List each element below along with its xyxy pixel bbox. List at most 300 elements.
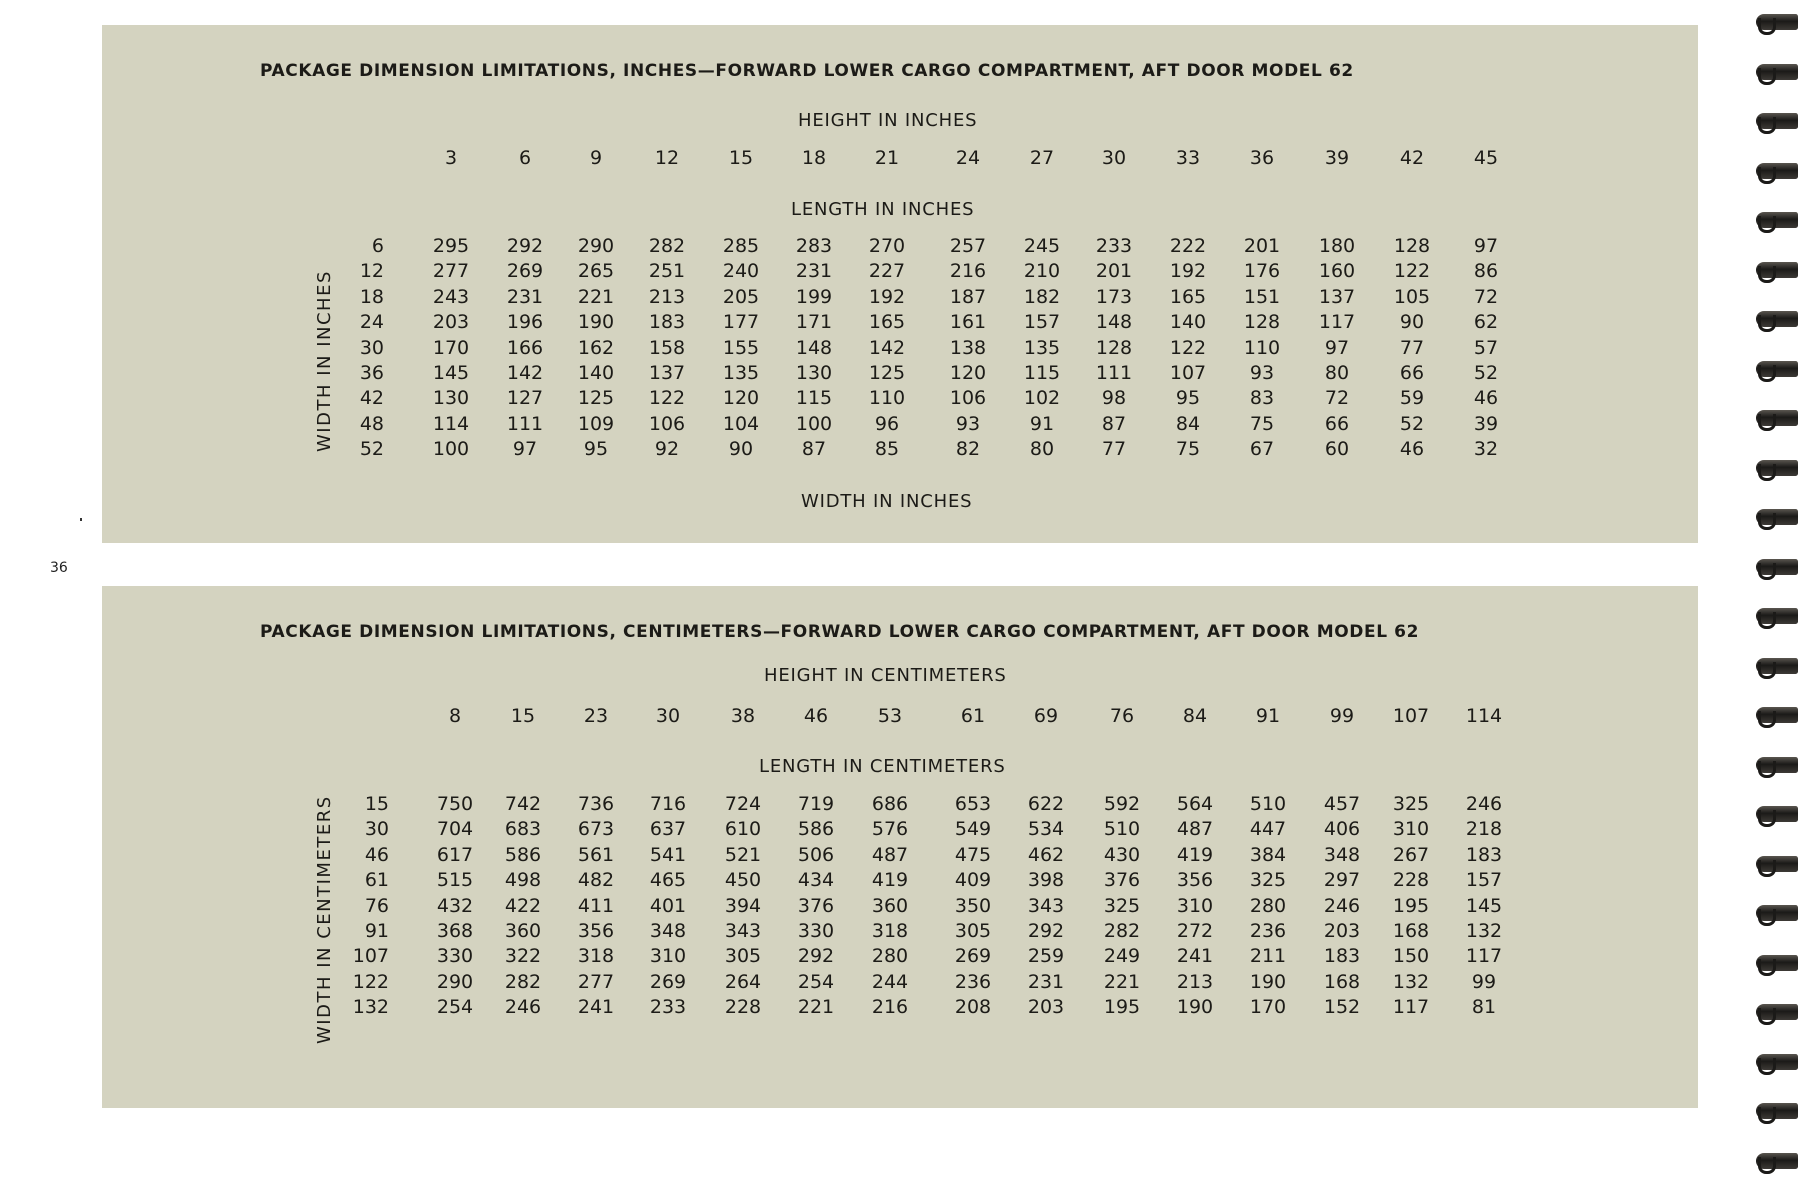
inches-width-row-label: 18	[359, 285, 384, 308]
inches-data-cell: 90	[728, 438, 754, 461]
inches-data-cell: 52	[1473, 362, 1499, 384]
inches-width-row-label: 24	[359, 311, 384, 334]
centimeters-data-cell: 152	[1323, 996, 1361, 1019]
inches-data-cell: 162	[577, 336, 615, 359]
centimeters-data-cell: 183	[1465, 843, 1503, 866]
inches-data-cell: 161	[949, 311, 987, 334]
centimeters-data-cell: 280	[871, 945, 909, 968]
binding-ring	[1756, 707, 1798, 723]
inches-data-cell: 216	[949, 260, 987, 283]
inches-data-cell: 125	[868, 362, 906, 384]
inches-data-cell: 127	[506, 387, 544, 410]
centimeters-data-cell: 384	[1249, 843, 1287, 866]
centimeters-data-cell: 297	[1323, 869, 1361, 892]
inches-data-cell: 87	[1101, 412, 1127, 435]
inches-data-cell: 120	[722, 387, 760, 410]
centimeters-data-cell: 617	[436, 843, 474, 866]
inches-data-cell: 122	[1169, 336, 1207, 359]
inches-data-cell: 75	[1175, 438, 1201, 461]
centimeters-data-cell: 564	[1176, 793, 1214, 815]
inches-height-header-cell: 33	[1175, 147, 1201, 169]
binding-ring	[1756, 460, 1798, 476]
centimeters-data-cell: 310	[1176, 894, 1214, 917]
inches-data-cell: 105	[1393, 285, 1431, 308]
centimeters-data-cell: 360	[504, 920, 542, 942]
centimeters-data-cell: 419	[871, 869, 909, 892]
page-number: 36	[50, 560, 68, 576]
inches-data-cell: 97	[1473, 235, 1499, 257]
centimeters-height-header-cell: 8	[448, 705, 462, 727]
centimeters-data-cell: 724	[724, 793, 762, 815]
centimeters-data-cell: 450	[724, 869, 762, 892]
centimeters-data-cell: 221	[797, 996, 835, 1019]
centimeters-data-cell: 213	[1176, 970, 1214, 993]
binding-ring	[1756, 113, 1798, 129]
centimeters-data-cell: 325	[1103, 894, 1141, 917]
centimeters-data-cell: 259	[1027, 945, 1065, 968]
binding-ring	[1756, 955, 1798, 971]
binding-ring	[1756, 311, 1798, 327]
inches-width-row-label: 48	[359, 412, 384, 435]
inches-data-cell: 213	[648, 285, 686, 308]
centimeters-data-cell: 218	[1465, 818, 1503, 841]
centimeters-data-cell: 350	[954, 894, 992, 917]
inches-data-cell: 233	[1095, 235, 1133, 257]
inches-data-cell: 82	[955, 438, 981, 461]
binding-ring	[1756, 163, 1798, 179]
inches-data-cell: 245	[1023, 235, 1061, 257]
centimeters-data-cell: 330	[436, 945, 474, 968]
binding-ring	[1756, 806, 1798, 822]
binding-ring	[1756, 1103, 1798, 1119]
centimeters-data-cell: 401	[649, 894, 687, 917]
centimeters-width-row-label: 132	[352, 996, 389, 1019]
centimeters-data-cell: 269	[649, 970, 687, 993]
centimeters-data-cell: 292	[1027, 920, 1065, 942]
inches-data-cell: 231	[795, 260, 833, 283]
centimeters-data-cell: 290	[436, 970, 474, 993]
centimeters-data-cell: 282	[504, 970, 542, 993]
inches-data-cell: 75	[1249, 412, 1275, 435]
inches-data-cell: 85	[874, 438, 900, 461]
centimeters-height-header-cell: 46	[803, 705, 829, 727]
centimeters-data-cell: 432	[436, 894, 474, 917]
centimeters-width-row-label: 46	[364, 843, 389, 866]
centimeters-data-cell: 280	[1249, 894, 1287, 917]
inches-data-cell: 120	[949, 362, 987, 384]
inches-data-cell: 148	[795, 336, 833, 359]
centimeters-height-header-cell: 84	[1182, 705, 1208, 727]
inches-data-cell: 107	[1169, 362, 1207, 384]
centimeters-data-cell: 249	[1103, 945, 1141, 968]
inches-data-cell: 100	[432, 438, 470, 461]
centimeters-data-cell: 211	[1249, 945, 1287, 968]
inches-data-cell: 95	[583, 438, 609, 461]
binding-ring	[1756, 757, 1798, 773]
centimeters-data-cell: 348	[1323, 843, 1361, 866]
binding-ring	[1756, 262, 1798, 278]
inches-data-cell: 257	[949, 235, 987, 257]
inches-data-cell: 201	[1243, 235, 1281, 257]
inches-height-header-cell: 24	[955, 147, 981, 169]
inches-height-header-cell: 21	[874, 147, 900, 169]
inches-data-cell: 110	[1243, 336, 1281, 359]
centimeters-data-cell: 203	[1323, 920, 1361, 942]
centimeters-data-cell: 419	[1176, 843, 1214, 866]
centimeters-data-cell: 683	[504, 818, 542, 841]
inches-data-cell: 295	[432, 235, 470, 257]
inches-data-cell: 227	[868, 260, 906, 283]
inches-data-cell: 39	[1473, 412, 1499, 435]
inches-data-cell: 32	[1473, 438, 1499, 461]
centimeters-height-header-cell: 114	[1465, 705, 1503, 727]
centimeters-data-cell: 277	[577, 970, 615, 993]
inches-data-cell: 138	[949, 336, 987, 359]
centimeters-table-panel	[102, 586, 1698, 1108]
centimeters-data-cell: 168	[1392, 920, 1430, 942]
binding-ring	[1756, 64, 1798, 80]
inches-data-cell: 240	[722, 260, 760, 283]
inches-height-header-cell: 15	[728, 147, 754, 169]
centimeters-length-label: LENGTH IN CENTIMETERS	[759, 756, 1006, 777]
inches-data-cell: 158	[648, 336, 686, 359]
inches-data-cell: 166	[506, 336, 544, 359]
inches-data-cell: 203	[432, 311, 470, 334]
centimeters-width-row-label: 30	[364, 818, 389, 841]
inches-data-cell: 210	[1023, 260, 1061, 283]
centimeters-data-grid	[102, 793, 1698, 1023]
centimeters-data-cell: 515	[436, 869, 474, 892]
inches-width-row-label: 30	[359, 336, 384, 359]
centimeters-width-row-label: 76	[364, 894, 389, 917]
centimeters-data-cell: 673	[577, 818, 615, 841]
inches-data-cell: 171	[795, 311, 833, 334]
inches-length-label: LENGTH IN INCHES	[791, 199, 975, 220]
centimeters-data-cell: 686	[871, 793, 909, 815]
centimeters-data-cell: 343	[724, 920, 762, 942]
centimeters-data-cell: 254	[797, 970, 835, 993]
inches-data-cell: 115	[1023, 362, 1061, 384]
binding-ring	[1756, 608, 1798, 624]
centimeters-data-cell: 318	[871, 920, 909, 942]
centimeters-data-cell: 510	[1103, 818, 1141, 841]
centimeters-data-cell: 409	[954, 869, 992, 892]
centimeters-data-cell: 343	[1027, 894, 1065, 917]
inches-data-cell: 142	[868, 336, 906, 359]
page-speck	[80, 518, 82, 521]
centimeters-data-cell: 422	[504, 894, 542, 917]
inches-data-cell: 183	[648, 311, 686, 334]
centimeters-height-header-cell: 38	[730, 705, 756, 727]
centimeters-data-cell: 406	[1323, 818, 1361, 841]
inches-data-cell: 91	[1029, 412, 1055, 435]
binding-ring	[1756, 658, 1798, 674]
inches-data-cell: 182	[1023, 285, 1061, 308]
centimeters-data-cell: 81	[1471, 996, 1497, 1019]
inches-data-cell: 52	[1399, 412, 1425, 435]
inches-data-cell: 106	[949, 387, 987, 410]
centimeters-data-cell: 150	[1392, 945, 1430, 968]
inches-data-cell: 92	[654, 438, 680, 461]
centimeters-data-cell: 322	[504, 945, 542, 968]
centimeters-data-cell: 241	[1176, 945, 1214, 968]
inches-data-cell: 84	[1175, 412, 1201, 435]
inches-data-cell: 222	[1169, 235, 1207, 257]
centimeters-data-cell: 394	[724, 894, 762, 917]
inches-data-cell: 106	[648, 412, 686, 435]
inches-data-cell: 128	[1095, 336, 1133, 359]
inches-data-cell: 201	[1095, 260, 1133, 283]
centimeters-data-cell: 510	[1249, 793, 1287, 815]
centimeters-data-cell: 157	[1465, 869, 1503, 892]
centimeters-data-cell: 549	[954, 818, 992, 841]
inches-data-cell: 77	[1399, 336, 1425, 359]
inches-data-cell: 67	[1249, 438, 1275, 461]
centimeters-data-cell: 498	[504, 869, 542, 892]
centimeters-data-cell: 506	[797, 843, 835, 866]
centimeters-table-title: PACKAGE DIMENSION LIMITATIONS, CENTIMETERS—FORWARD LOWER CARGO COMPARTMENT, AFT DOOR MODEL 62	[260, 622, 1420, 642]
inches-data-cell: 93	[955, 412, 981, 435]
centimeters-data-cell: 318	[577, 945, 615, 968]
centimeters-width-row-label: 91	[364, 920, 389, 942]
inches-data-cell: 110	[868, 387, 906, 410]
inches-data-cell: 285	[722, 235, 760, 257]
inches-width-row-label: 36	[359, 362, 384, 384]
centimeters-data-cell: 221	[1103, 970, 1141, 993]
centimeters-data-cell: 216	[871, 996, 909, 1019]
inches-data-cell: 137	[648, 362, 686, 384]
binding-ring	[1756, 509, 1798, 525]
binding-ring	[1756, 559, 1798, 575]
centimeters-height-header-cell: 76	[1109, 705, 1135, 727]
inches-data-cell: 180	[1318, 235, 1356, 257]
inches-data-cell: 199	[795, 285, 833, 308]
centimeters-data-cell: 561	[577, 843, 615, 866]
inches-data-cell: 57	[1473, 336, 1499, 359]
inches-height-header-cell: 12	[654, 147, 680, 169]
inches-height-header-cell: 9	[589, 147, 603, 169]
centimeters-data-cell: 190	[1249, 970, 1287, 993]
centimeters-data-cell: 622	[1027, 793, 1065, 815]
centimeters-data-cell: 475	[954, 843, 992, 866]
inches-data-cell: 277	[432, 260, 470, 283]
inches-height-header-cell: 39	[1324, 147, 1350, 169]
inches-data-cell: 155	[722, 336, 760, 359]
inches-data-cell: 283	[795, 235, 833, 257]
inches-data-cell: 243	[432, 285, 470, 308]
inches-data-cell: 96	[874, 412, 900, 435]
binding-ring	[1756, 1004, 1798, 1020]
inches-height-header-row	[102, 147, 1698, 173]
centimeters-data-cell: 411	[577, 894, 615, 917]
centimeters-data-cell: 330	[797, 920, 835, 942]
centimeters-data-cell: 264	[724, 970, 762, 993]
centimeters-width-row-label: 122	[352, 970, 389, 993]
centimeters-data-cell: 269	[954, 945, 992, 968]
inches-data-cell: 160	[1318, 260, 1356, 283]
inches-data-cell: 187	[949, 285, 987, 308]
binding-ring	[1756, 361, 1798, 377]
centimeters-data-cell: 368	[436, 920, 474, 942]
inches-data-cell: 104	[722, 412, 760, 435]
centimeters-data-cell: 716	[649, 793, 687, 815]
centimeters-data-cell: 487	[1176, 818, 1214, 841]
inches-data-cell: 165	[868, 311, 906, 334]
inches-data-cell: 130	[795, 362, 833, 384]
centimeters-data-cell: 233	[649, 996, 687, 1019]
inches-data-cell: 72	[1324, 387, 1350, 410]
spiral-binding	[1750, 0, 1798, 1203]
centimeters-height-header-cell: 53	[877, 705, 903, 727]
inches-data-cell: 83	[1249, 387, 1275, 410]
inches-data-cell: 80	[1029, 438, 1055, 461]
centimeters-data-cell: 586	[797, 818, 835, 841]
centimeters-data-cell: 244	[871, 970, 909, 993]
centimeters-data-cell: 195	[1103, 996, 1141, 1019]
centimeters-data-cell: 195	[1392, 894, 1430, 917]
centimeters-data-cell: 434	[797, 869, 835, 892]
inches-height-header-cell: 3	[444, 147, 458, 169]
inches-data-cell: 135	[722, 362, 760, 384]
centimeters-data-cell: 487	[871, 843, 909, 866]
inches-data-cell: 151	[1243, 285, 1281, 308]
centimeters-data-cell: 292	[797, 945, 835, 968]
centimeters-data-cell: 310	[1392, 818, 1430, 841]
inches-data-cell: 59	[1399, 387, 1425, 410]
centimeters-data-cell: 356	[577, 920, 615, 942]
centimeters-data-cell: 653	[954, 793, 992, 815]
centimeters-data-cell: 704	[436, 818, 474, 841]
centimeters-data-cell: 356	[1176, 869, 1214, 892]
inches-data-cell: 115	[795, 387, 833, 410]
inches-data-cell: 128	[1393, 235, 1431, 257]
centimeters-height-header-cell: 23	[583, 705, 609, 727]
centimeters-data-cell: 168	[1323, 970, 1361, 993]
centimeters-data-cell: 719	[797, 793, 835, 815]
centimeters-data-cell: 246	[1465, 793, 1503, 815]
inches-data-cell: 97	[1324, 336, 1350, 359]
inches-height-header-cell: 27	[1029, 147, 1055, 169]
inches-data-cell: 122	[1393, 260, 1431, 283]
centimeters-data-cell: 132	[1392, 970, 1430, 993]
centimeters-data-cell: 117	[1392, 996, 1430, 1019]
inches-data-cell: 196	[506, 311, 544, 334]
centimeters-data-cell: 305	[954, 920, 992, 942]
centimeters-width-row-label: 15	[364, 793, 389, 815]
inches-data-cell: 128	[1243, 311, 1281, 334]
inches-data-cell: 111	[1095, 362, 1133, 384]
centimeters-data-cell: 736	[577, 793, 615, 815]
inches-data-cell: 80	[1324, 362, 1350, 384]
inches-data-cell: 148	[1095, 311, 1133, 334]
inches-data-cell: 109	[577, 412, 615, 435]
inches-data-cell: 117	[1318, 311, 1356, 334]
centimeters-data-cell: 586	[504, 843, 542, 866]
centimeters-data-cell: 325	[1392, 793, 1430, 815]
inches-data-cell: 60	[1324, 438, 1350, 461]
inches-width-row-label: 6	[371, 235, 384, 257]
centimeters-data-cell: 117	[1465, 945, 1503, 968]
inches-data-cell: 100	[795, 412, 833, 435]
inches-data-cell: 192	[868, 285, 906, 308]
inches-data-cell: 46	[1473, 387, 1499, 410]
centimeters-data-cell: 637	[649, 818, 687, 841]
centimeters-data-cell: 246	[1323, 894, 1361, 917]
centimeters-data-cell: 231	[1027, 970, 1065, 993]
centimeters-data-cell: 254	[436, 996, 474, 1019]
centimeters-data-cell: 145	[1465, 894, 1503, 917]
centimeters-data-cell: 241	[577, 996, 615, 1019]
inches-data-cell: 231	[506, 285, 544, 308]
centimeters-data-cell: 305	[724, 945, 762, 968]
centimeters-data-cell: 541	[649, 843, 687, 866]
centimeters-data-cell: 521	[724, 843, 762, 866]
inches-height-header-cell: 30	[1101, 147, 1127, 169]
inches-data-cell: 111	[506, 412, 544, 435]
centimeters-data-cell: 457	[1323, 793, 1361, 815]
inches-width-row-label: 42	[359, 387, 384, 410]
inches-width-row-label: 12	[359, 260, 384, 283]
inches-width-axis-label: WIDTH IN INCHES	[314, 270, 335, 452]
inches-data-cell: 190	[577, 311, 615, 334]
centimeters-data-cell: 482	[577, 869, 615, 892]
centimeters-height-header-cell: 15	[510, 705, 536, 727]
binding-ring	[1756, 905, 1798, 921]
centimeters-data-cell: 183	[1323, 945, 1361, 968]
inches-data-cell: 98	[1101, 387, 1127, 410]
inches-data-cell: 282	[648, 235, 686, 257]
inches-data-grid	[102, 235, 1698, 465]
centimeters-data-cell: 447	[1249, 818, 1287, 841]
centimeters-data-cell: 376	[797, 894, 835, 917]
inches-data-cell: 97	[512, 438, 538, 461]
inches-data-cell: 140	[1169, 311, 1207, 334]
inches-data-cell: 77	[1101, 438, 1127, 461]
centimeters-height-label: HEIGHT IN CENTIMETERS	[764, 665, 1007, 686]
inches-height-label: HEIGHT IN INCHES	[798, 110, 978, 131]
inches-data-cell: 157	[1023, 311, 1061, 334]
binding-ring	[1756, 856, 1798, 872]
centimeters-data-cell: 310	[649, 945, 687, 968]
inches-data-cell: 140	[577, 362, 615, 384]
inches-table-panel	[102, 25, 1698, 543]
inches-data-cell: 66	[1399, 362, 1425, 384]
centimeters-data-cell: 208	[954, 996, 992, 1019]
centimeters-data-cell: 462	[1027, 843, 1065, 866]
centimeters-width-axis-label: WIDTH IN CENTIMETERS	[314, 795, 335, 1044]
centimeters-height-header-cell: 61	[960, 705, 986, 727]
centimeters-data-cell: 282	[1103, 920, 1141, 942]
centimeters-data-cell: 465	[649, 869, 687, 892]
centimeters-data-cell: 610	[724, 818, 762, 841]
inches-data-cell: 66	[1324, 412, 1350, 435]
binding-ring	[1756, 212, 1798, 228]
inches-data-cell: 205	[722, 285, 760, 308]
inches-height-header-cell: 6	[518, 147, 532, 169]
inches-data-cell: 170	[432, 336, 470, 359]
inches-data-cell: 86	[1473, 260, 1499, 283]
centimeters-data-cell: 360	[871, 894, 909, 917]
inches-data-cell: 290	[577, 235, 615, 257]
centimeters-data-cell: 348	[649, 920, 687, 942]
inches-footer-label: WIDTH IN INCHES	[801, 491, 973, 512]
centimeters-data-cell: 576	[871, 818, 909, 841]
inches-data-cell: 95	[1175, 387, 1201, 410]
inches-data-cell: 269	[506, 260, 544, 283]
inches-data-cell: 145	[432, 362, 470, 384]
centimeters-data-cell: 170	[1249, 996, 1287, 1019]
inches-width-row-label: 52	[359, 438, 384, 461]
